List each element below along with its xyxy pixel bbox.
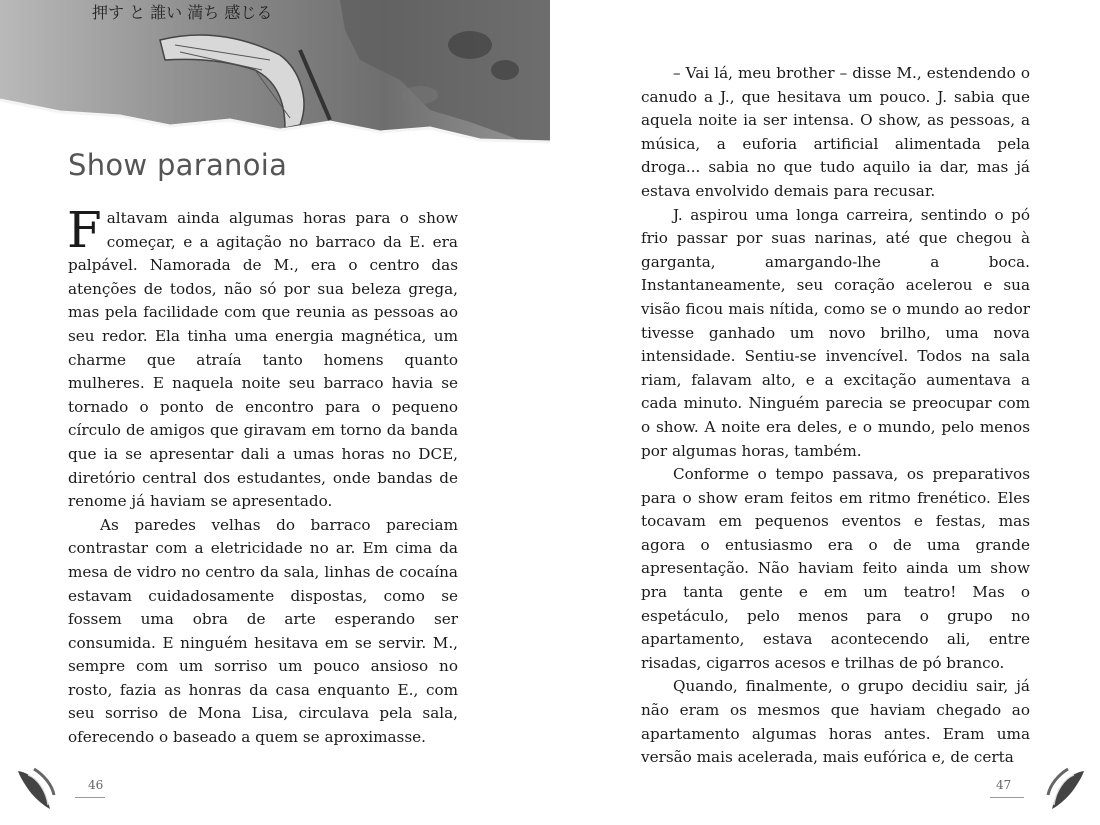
chapter-title: Show paranoia <box>68 148 288 182</box>
left-body-text <box>67 201 458 750</box>
leaf-ornament-icon <box>14 765 64 815</box>
page-number: 46 <box>88 778 104 792</box>
header-collage-image <box>0 0 550 145</box>
footer-rule <box>990 797 1024 798</box>
paragraph: – Vai lá, meu brother – disse M., estendendo o canudo a J., que hesitava um pouco. J. sabia que aquela noite ia ser intensa. O show, as pessoas, a música, a euforia artificial alimentada pela droga... sabia no que tudo aquilo ia dar, mas já estava envolvido demais para recusar. <box>641 64 1030 200</box>
right-page <box>550 0 1100 825</box>
drop-cap: F <box>67 201 102 259</box>
header-caption-glyphs: 押す と 誰い 満ち 感じる <box>92 3 273 22</box>
page-number: 47 <box>996 778 1012 792</box>
paragraph: As paredes velhas do barraco pareciam contrastar com a eletricidade no ar. Em cima da mesa de vidro no centro da sala, linhas de cocaína estavam cuidadosamente dispostas, como se fossem uma obra de arte esperando ser consumida. E ninguém hesitava em se servir. M., sempre com um sorriso um pouco ansioso no rosto, fazia as honras da casa enquanto E., com seu sorriso de Mona Lisa, circulava pela sala, oferecendo o baseado a quem se aproximasse. <box>68 515 458 747</box>
right-body-text <box>641 62 1030 770</box>
paragraph: J. aspirou uma longa carreira, sentindo o pó frio passar por suas narinas, até que chegou à garganta, amargando-lhe a boca. Instantaneamente, seu coração acelerou e sua visão ficou mais nítida, como se o mundo ao redor tivesse ganhado um novo brilho, uma nova intensidade. Sentiu-se invencível. Todos na sala riam, falavam alto, e a excitação aumentava a cada minuto. Ninguém parecia se preocupar com o show. A noite era deles, e o mundo, pelo menos por algumas horas, também. <box>641 205 1030 460</box>
paragraph: Conforme o tempo passava, os preparativos para o show eram feitos em ritmo frenético. Eles tocavam em pequenos eventos e festas, mas agora o entusiasmo era o de uma grande apresentação. Não haviam feito ainda um show pra tanta gente e em um teatro! Mas o espetáculo, pelo menos para o grupo no apartamento, estava acontecendo ali, entre risadas, cigarros acesos e trilhas de pó branco. <box>641 465 1030 672</box>
paragraph: Faltavam ainda algumas horas para o show começar, e a agitação no barraco da E. era palpável. Namorada de M., era o centro das atenções de todos, não só por sua beleza grega, mas pela facilidade com que reunia as pessoas ao seu redor. Ela tinha uma energia magnética, um charme que atraía tanto homens quanto mulheres. E naquela noite seu barraco havia se tornado o ponto de encontro para o pequeno círculo de amigos que giravam em torno da banda que ia se apresentar dali a umas horas no DCE, diretório central dos estudantes, onde bandas de renome já haviam se apresentado. <box>67 201 458 511</box>
leaf-ornament-icon <box>1038 765 1088 815</box>
paragraph: Quando, finalmente, o grupo decidiu sair, já não eram os mesmos que haviam chegado ao apartamento algumas horas antes. Eram uma versão mais acelerada, mais eufórica e, de certa <box>641 677 1030 767</box>
footer-rule <box>75 797 105 798</box>
